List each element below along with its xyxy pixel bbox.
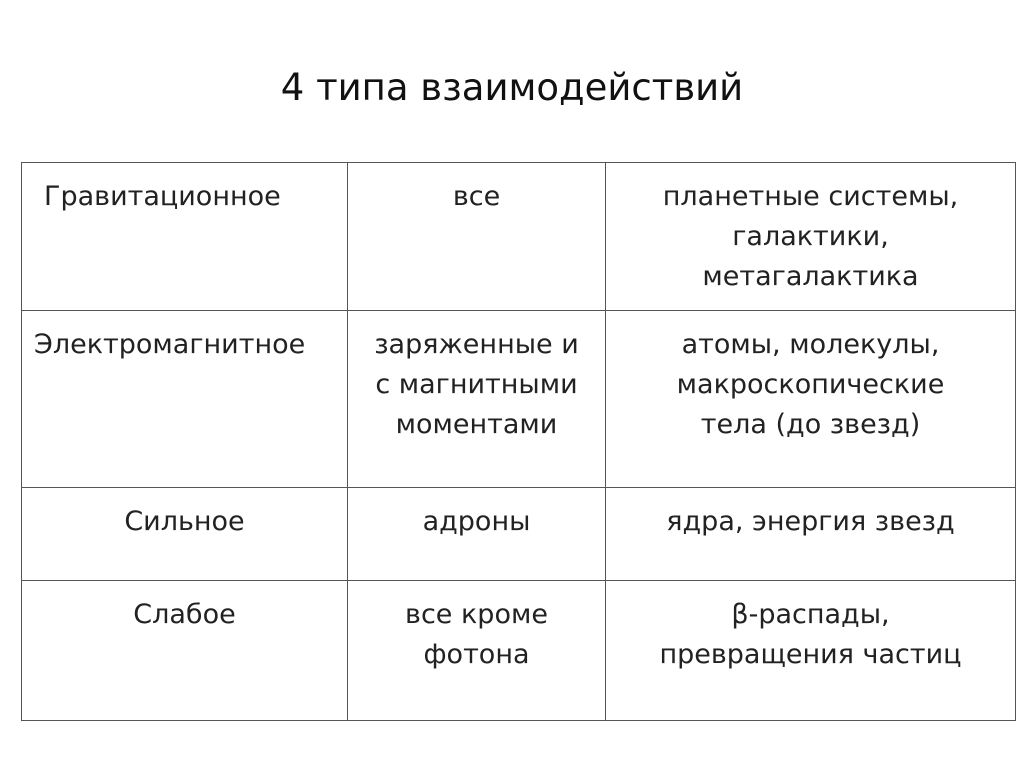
cell-text: ядра, энергия звезд: [666, 506, 955, 537]
cell-text: фотона: [423, 639, 530, 670]
cell-text: все: [452, 181, 501, 212]
cell-text: макроскопические: [676, 369, 945, 400]
table-row: [22, 581, 1016, 721]
table-row: [22, 488, 1016, 581]
interaction-type-cell: [22, 488, 348, 581]
interaction-type-cell: [22, 311, 348, 488]
interactions-table: [21, 162, 1016, 721]
page-title: 4 типа взаимодействий: [280, 66, 744, 109]
cell-text: заряженные и: [374, 329, 579, 360]
cell-text: превращения частиц: [659, 639, 962, 670]
cell-text: тела (до звезд): [700, 409, 921, 440]
cell-text: все кроме: [405, 599, 548, 630]
cell-text: с магнитными: [375, 369, 578, 400]
participants-cell: [348, 581, 606, 721]
participants-cell: [348, 488, 606, 581]
cell-text: β-распады,: [731, 599, 890, 630]
table-row: [22, 163, 1016, 311]
cell-text: Сильное: [124, 506, 245, 537]
systems-cell: [606, 311, 1016, 488]
systems-cell: [606, 581, 1016, 721]
cell-text: атомы, молекулы,: [681, 329, 940, 360]
interaction-type-cell: [22, 581, 348, 721]
participants-cell: [348, 311, 606, 488]
cell-text: метагалактика: [702, 261, 919, 292]
systems-cell: [606, 163, 1016, 311]
cell-text: Гравитационное: [44, 181, 281, 212]
interaction-type-cell: [22, 163, 348, 311]
cell-text: Слабое: [133, 599, 236, 630]
cell-text: адроны: [422, 506, 531, 537]
table-row: [22, 311, 1016, 488]
cell-text: Электромагнитное: [34, 329, 306, 360]
cell-text: галактики,: [732, 221, 889, 252]
participants-cell: [348, 163, 606, 311]
cell-text: планетные системы,: [662, 181, 959, 212]
cell-text: моментами: [395, 409, 558, 440]
systems-cell: [606, 488, 1016, 581]
